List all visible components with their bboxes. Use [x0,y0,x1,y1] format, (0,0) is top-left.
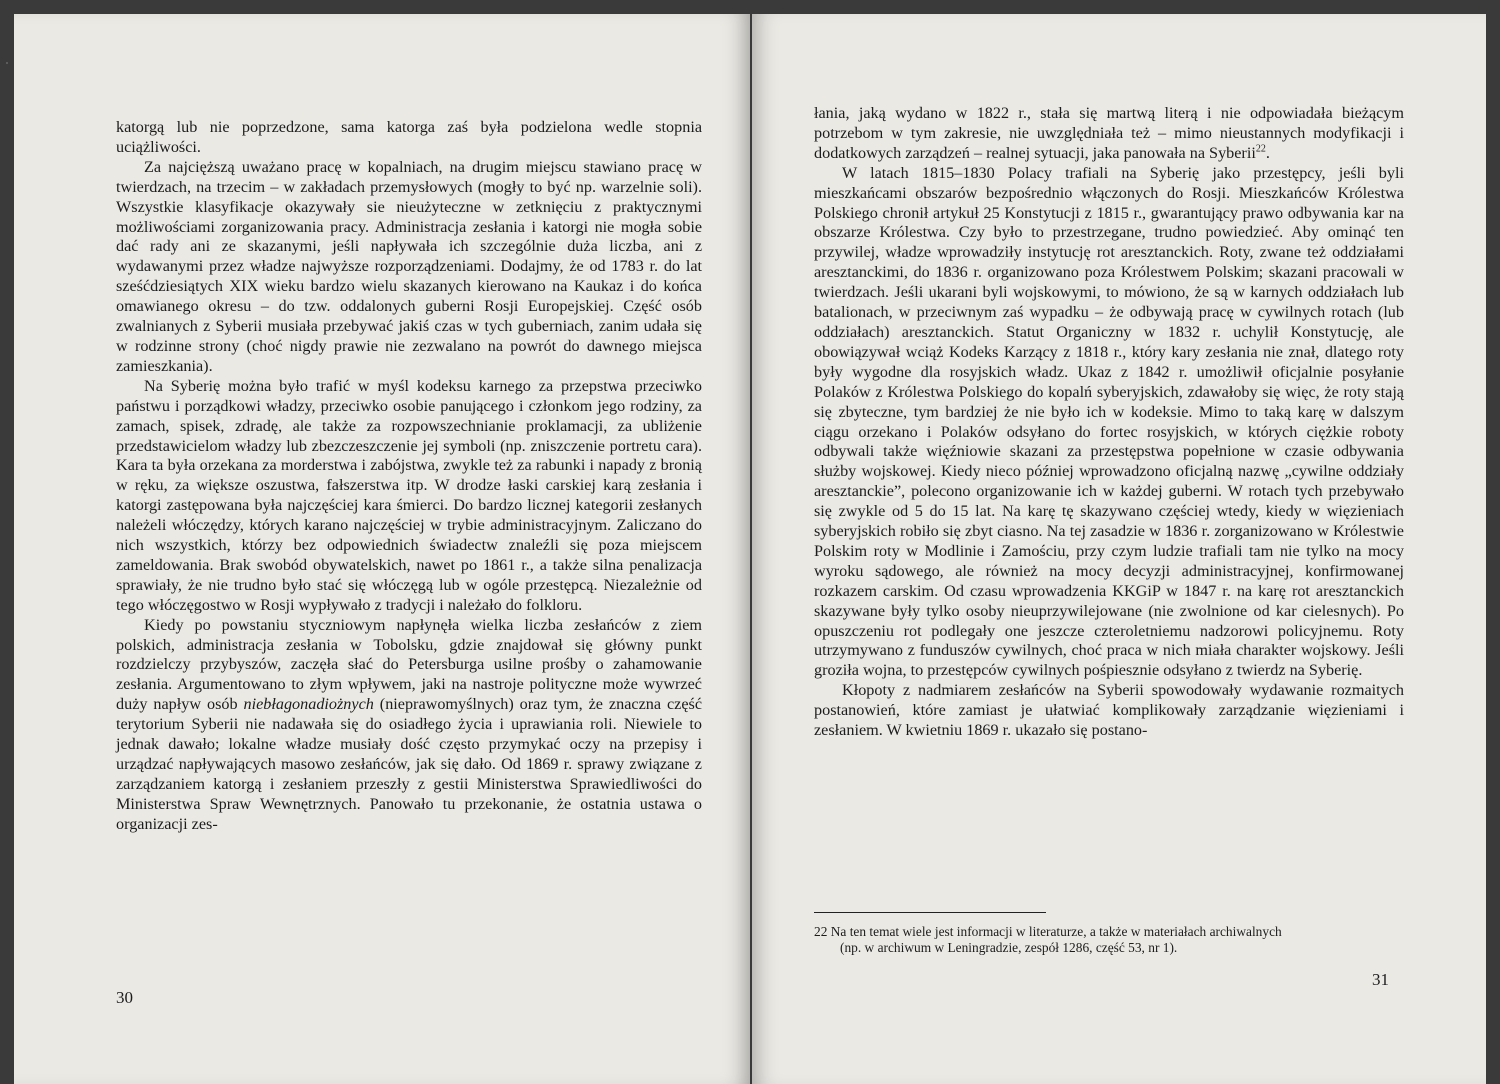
left-page-paragraph: katorgą lub nie poprzedzone, sama katorga zaś była podzielona wedle stopnia uciążliwości. [116,118,702,156]
left-page-paragraph: Kiedy po powstaniu styczniowym napłynęła wielka liczba zesłańców z ziem polskich, administracja zesłania w Tobolsku, gdzie znajdował się główny punkt rozdzielczy przybyszów, zaczęła słać do Petersburga usilne prośby o zahamowanie zesłania. Argumentowano to złym wpływem, jaki na nastroje polityczne może wywrzeć duży napływ osób niebłagonadiożnych (nieprawomyślnych) oraz tym, że znaczna część terytorium Syberii nie nadawała się do osiadłego życia i uprawiania roli. Niewiele to jednak dawało; lokalne władze musiały dość często przymykać oczy na przepisy i urządzać napływających masowo zesłańców, jak się dało. Od 1869 r. sprawy związane z zarządzaniem katorgą i zesłaniem przeszły z gestii Ministerstwa Sprawiedliwości do Ministerstwa Spraw Wewnętrznych. Panowało tu przekonanie, że ostatnia ustawa o organizacji zes- [116,615,702,833]
left-page-paragraph: Na Syberię można było trafić w myśl kodeksu karnego za przepstwa przeciwko państwu i porządkowi władzy, przeciwko osobie panującego i członkom jego rodziny, za zamach, spisek, zdradę, ale także za rozpowszechnianie proklamacji, za ubliżenie przedstawicielom władzy lub zbezczeszczenie jej symboli (np. zniszczenie portretu cara). Kara ta była orzekana za morderstwa i zabójstwa, zwykle też za rabunki i napady z bronią w ręku, za większe oszustwa, fałszerstwa itp. W drodze łaski carskiej karą zesłania i katorgi zastępowana była najczęściej kara śmierci. Do bardzo licznej kategorii zesłanych należeli włóczędzy, których karano najczęściej w trybie administracyjnym. Zaliczano do nich wszystkich, którzy bez odpowiednich świadectw znaleźli się poza miejscem zameldowania. Brak swobód obywatelskich, nawet po 1861 r., a także silna penalizacja sprawiały, że nie trudno było stać się włóczęgą lub w ogóle przestępcą. Niezależnie od tego włóczęgostwo w Rosji wypływało z tradycji i należało do folkloru. [116,376,702,614]
right-page [752,14,1486,1084]
footnote-22 [814,924,1404,956]
right-page-text [814,104,1404,741]
right-page-paragraph: łania, jaką wydano w 1822 r., stała się martwą literą i nie odpowiadała bieżącym potrzebom w tym zakresie, nie uwzględniała też – mimo nieustannych modyfikacji i dodatkowych zarządzeń – realnej sytuacji, jaka panowała na Syberii$^{22}$. [814,104,1404,162]
left-page-text [116,118,702,835]
footnote-line-1: 22 Na ten temat wiele jest informacji w literaturze, a także w materiałach archiwalnych [814,924,1282,939]
left-page [14,14,750,1084]
right-page-paragraph: Kłopoty z nadmiarem zesłańców na Syberii spowodowały wydawanie rozmaitych postanowień, które zamiast je ułatwiać komplikowały zarządzanie więzieniami i zesłaniem. W kwietniu 1869 r. ukazało się postano- [814,681,1404,740]
left-page-paragraph: Za najcięższą uważano pracę w kopalniach, na drugim miejscu stawiano pracę w twierdzach, na trzecim – w zakładach przemysłowych (mogły to być np. warzelnie soli). Wszystkie klasyfikacje okazywały sie nieużyteczne w zetknięciu z praktycznymi możliwościami zorganizowania pracy. Administracja zesłania i katorgi nie mogła sobie dać rady ani ze skazanymi, jeśli napływała ich szczególnie duża liczba, ani z wydawanymi przez władze najwyższe rozporządzeniami. Dodajmy, że od 1783 r. do lat sześćdziesiątych XIX wieku bardzo wielu skazanych kierowano na Kaukaz i do końca omawianego okresu – do tzw. oddalonych guberni Rosji Europejskiej. Część osób zwalnianych z Syberii musiała przebywać jakiś czas w tych guberniach, zanim udała się w rodzinne strony (choć nigdy prawie nie zezwalano na powrót do dawnego miejsca zamieszkania). [116,157,702,375]
footnote-line-2: (np. w archiwum w Leningradzie, zespół 1286, część 53, nr 1). [840,940,1178,955]
footnote-rule [814,912,1046,913]
scan-speck [6,62,8,64]
left-page-number: 30 [116,988,133,1007]
right-page-number: 31 [1372,970,1389,989]
right-page-paragraph: W latach 1815–1830 Polacy trafiali na Syberię jako przestępcy, jeśli byli mieszkańcami obszarów bezpośrednio włączonych do Rosji. Mieszkańców Królestwa Polskiego chronił artykuł 25 Konstytucji z 1815 r., gwarantujący prawo odbywania kar na obszarze Królestwa. Czy było to przestrzegane, trudno powiedzieć. Aby ominąć ten przywilej, władze wprowadziły instytucję rot aresztanckich. Roty, zwane też oddziałami aresztanckimi, do 1836 r. organizowano poza Królestwem Polskim; skazani pracowali w twierdzach. Jeśli ukarani byli wojskowymi, to mówiono, że są w karnych oddziałach lub batalionach, w przeciwnym zaś wypadku – że odbywają pracę w cywilnych rotach (lub oddziałach) aresztanckich. Statut Organiczny w 1832 r. uchylił Konstytucję, ale obowiązywał wciąż Kodeks Karzący z 1818 r., który kary zesłania nie znał, dlatego roty były wygodne dla rosyjskich władz. Ukaz z 1842 r. umożliwił oficjalnie posyłanie Polaków z Królestwa Polskiego do kopalń syberyjskich, zdawałoby się więc, że roty stają się zbyteczne, tym bardziej że nie było ich w kodeksie. Mimo to taką karę w dalszym ciągu orzekano i Polaków odsyłano do fortec rosyjskich, w których ciężkie roboty odbywali także więźniowie skazani za przestępstwa popełnione w czasie odbywania służby wojskowej. Kiedy nieco później wprowadzono oficjalną nazwę „cywilne oddziały aresztanckie”, polecono organizowanie ich w każdej guberni. W rotach tych przebywało się zwykle od 5 do 15 lat. Na karę tę skazywano częściej wtedy, kiedy w więzieniach syberyjskich robiło się zbyt ciasno. Na tej zasadzie w 1836 r. zorganizowano w Królestwie Polskim roty w Modlinie i Zamościu, przy czym ludzie trafiali tam nie tylko na mocy wyroku sądowego, ale również na mocy decyzji administracyjnej, konfirmowanej rozkazem carskim. Od czasu wprowadzenia KKGiP w 1847 r. na karę rot aresztanckich skazywane były tylko osoby nieuprzywilejowane (nie zwolnione od kar cielesnych). Po opuszczeniu rot podlegały one jeszcze czteroletniemu nadzorowi policyjnemu. Roty utrzymywano z funduszów cywilnych, choć praca w nich miała charakter wojskowy. Jeśli groziła wojna, to przestępców cywilnych pośpiesznie odsyłano z twierdz na Syberię. [814,163,1404,680]
